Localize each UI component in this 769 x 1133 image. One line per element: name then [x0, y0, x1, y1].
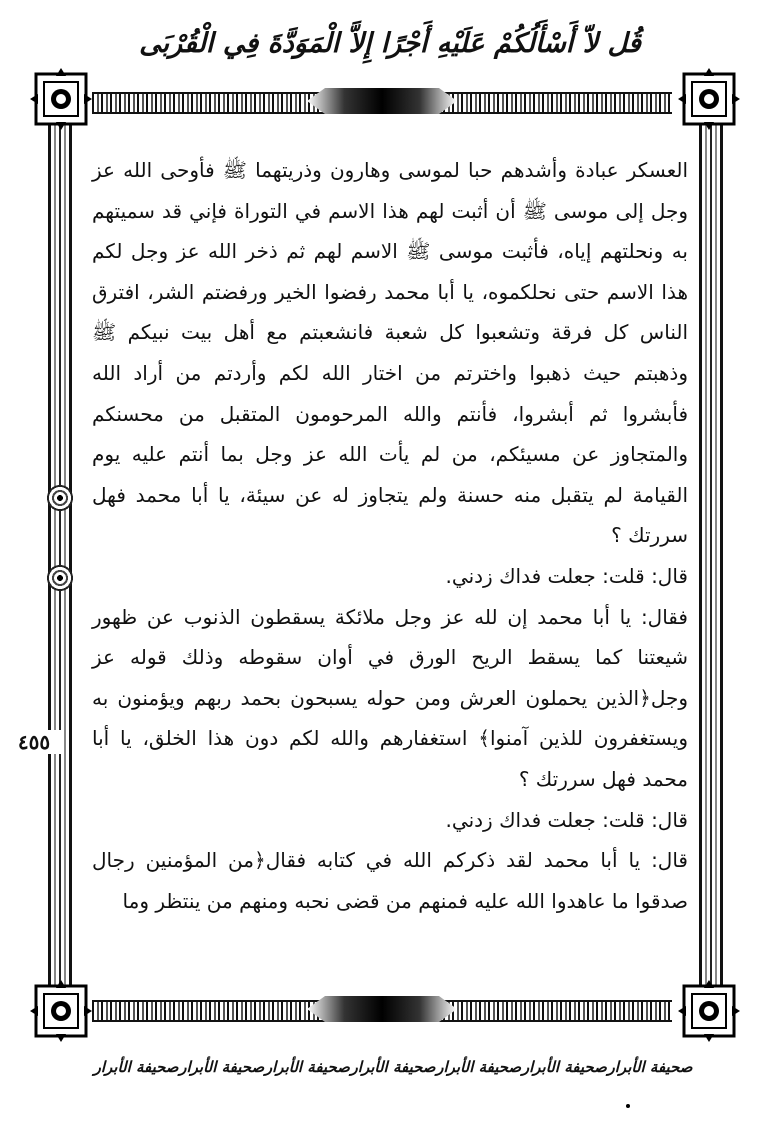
paragraph: قال: قلت: جعلت فداك زدني. [445, 563, 688, 588]
paragraph: العسكر عبادة وأشدهم حبا لموسى وهارون وذريتهما ﷺ فأوحى الله عز وجل إلى موسى ﷺ أن أثبت لهم هذا الاسم في التوراة فإني قد سميتهم به ونحلتهم إياه، فأثبت موسى ﷺ الاسم لهم ثم ذخر الله عز وجل لكم هذا الاسم حتى نحلكموه، يا أبا محمد رفضوا الخير ورفضتم الشر، افترق الناس كل فرقة وتشعبوا كل شعبة فانشعبتم مع أهل بيت نبيكم ﷺ وذهبتم حيث ذهبوا واخترتم من اختار الله لكم وأردتم من أراد الله فأبشروا ثم أبشروا، فأنتم والله المرحومون المتقبل من محسنكم والمتجاوز عن مسيئكم، من لم يأت الله عز وجل بما أنتم عليه يوم القيامة لم يتقبل منه حسنة ولم يتجاوز له عن سيئة، يا أبا محمد فهل سررتك ؟ [92, 158, 688, 548]
corner-ornament-icon [28, 66, 94, 132]
footer-stamp-logo: صحيفة الأبرار [436, 1058, 522, 1076]
footer-stamp-logo: صحيفة الأبرار [179, 1058, 265, 1076]
frame-right-column [699, 110, 723, 990]
corner-ornament-icon [28, 978, 94, 1044]
frame-left-column [48, 110, 72, 990]
header-calligraphy: قُل لاّ أَسْأَلُكُمْ عَلَيْهِ أَجْرًا إِلاَّ الْمَوَدَّةَ فِي الْقُرْبَى [139, 27, 641, 59]
frame-top-border [92, 92, 672, 114]
page-number: ٤٥٥ [4, 730, 64, 754]
frame-bottom-border [92, 1000, 672, 1022]
side-medallion-icon [40, 560, 80, 596]
footer-stamp-logo: صحيفة الأبرار [350, 1058, 436, 1076]
corner-ornament-icon [676, 978, 742, 1044]
corner-ornament-icon [676, 66, 742, 132]
paragraph: قال: يا أبا محمد لقد ذكركم الله في كتابه فقال﴿من المؤمنين رجال صدقوا ما عاهدوا الله عليه فمنهم من قضى نحبه ومنهم من ينتظر وما [92, 848, 688, 913]
body-text [92, 150, 688, 921]
footer-stamp-row [93, 1040, 693, 1094]
paragraph: قال: قلت: جعلت فداك زدني. [445, 807, 688, 832]
side-medallion-icon [40, 480, 80, 516]
paragraph: فقال: يا أبا محمد إن لله عز وجل ملائكة يسقطون الذنوب عن ظهور شيعتنا كما يسقط الريح الورق في أوان سقوطه وذلك قوله عز وجل﴿الذين يحملون العرش ومن حوله يسبحون بحمد ربهم ويؤمنون به ويستغفرون للذين آمنوا﴾ استغفارهم والله لكم دون هذا الخلق، يا أبا محمد فهل سررتك ؟ [92, 604, 688, 791]
page-mark [626, 1104, 630, 1108]
footer-stamp-logo: صحيفة الأبرار [607, 1058, 693, 1076]
footer-stamp-logo: صحيفة الأبرار [521, 1058, 607, 1076]
footer-stamp-logo: صحيفة الأبرار [264, 1058, 350, 1076]
footer-stamp-logo: صحيفة الأبرار [93, 1058, 179, 1076]
